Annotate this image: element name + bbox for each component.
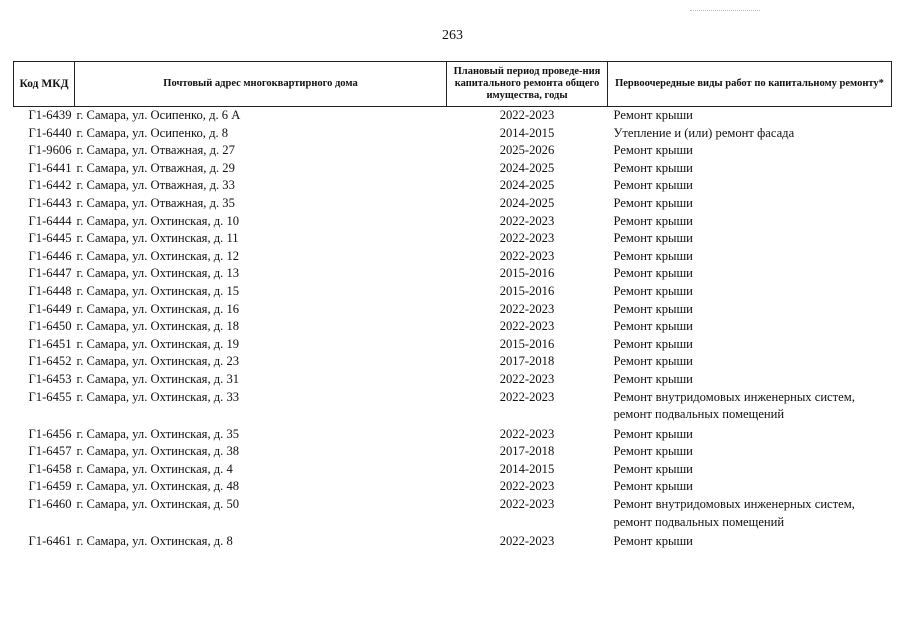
cell-period: 2024-2025 xyxy=(499,195,555,210)
table-row xyxy=(14,230,892,248)
cell-work: Ремонт внутридомовых инженерных систем, ремонт подвальных помещений xyxy=(613,389,855,422)
cell-code: Г1-6459 xyxy=(28,479,72,494)
table-row xyxy=(14,283,892,301)
cell-period: 2022-2023 xyxy=(499,479,555,494)
cell-code: Г1-9606 xyxy=(28,143,72,158)
cell-code: Г1-6444 xyxy=(28,213,72,228)
table-row xyxy=(14,496,892,533)
cell-work: Ремонт крыши xyxy=(613,336,693,351)
cell-work: Ремонт крыши xyxy=(613,444,693,459)
cell-code: Г1-6457 xyxy=(28,444,72,459)
cell-work: Ремонт крыши xyxy=(613,195,693,210)
cell-work: Ремонт крыши xyxy=(613,319,693,334)
cell-period: 2022-2023 xyxy=(499,371,555,386)
table-row xyxy=(14,125,892,143)
table-row xyxy=(14,443,892,461)
cell-address: г. Самара, ул. Охтинская, д. 23 xyxy=(76,354,240,369)
cell-work: Ремонт крыши xyxy=(613,178,693,193)
cell-work: Ремонт внутридомовых инженерных систем, ремонт подвальных помещений xyxy=(613,497,855,529)
cell-code: Г1-6458 xyxy=(28,461,72,476)
cell-period: 2022-2023 xyxy=(499,301,555,316)
header-period: Плановый период проведе-ния капитального ремонта общего имущества, годы xyxy=(447,62,608,107)
cell-work: Ремонт крыши xyxy=(613,461,693,476)
cell-period: 2022-2023 xyxy=(499,389,555,404)
table-row xyxy=(14,426,892,444)
cell-code: Г1-6443 xyxy=(28,195,72,210)
cell-address: г. Самара, ул. Осипенко, д. 8 xyxy=(76,125,229,140)
cell-work: Ремонт крыши xyxy=(613,371,693,386)
cell-period: 2014-2015 xyxy=(499,125,555,140)
table-row xyxy=(14,195,892,213)
cell-code: Г1-6445 xyxy=(28,231,72,246)
table-row xyxy=(14,177,892,195)
cell-address: г. Самара, ул. Охтинская, д. 33 xyxy=(76,389,240,404)
cell-period: 2025-2026 xyxy=(499,143,555,158)
cell-address: г. Самара, ул. Охтинская, д. 38 xyxy=(76,444,240,459)
cell-address: г. Самара, ул. Осипенко, д. 6 А xyxy=(76,108,241,122)
table-row xyxy=(14,107,892,125)
cell-code: Г1-6449 xyxy=(28,301,72,316)
cell-code: Г1-6461 xyxy=(28,534,72,549)
cell-work: Ремонт крыши xyxy=(613,231,693,246)
cell-period: 2015-2016 xyxy=(499,283,555,298)
table-header-row xyxy=(14,62,892,107)
cell-period: 2024-2025 xyxy=(499,160,555,175)
cell-work: Ремонт крыши xyxy=(613,534,693,549)
table-row xyxy=(14,265,892,283)
cell-work: Ремонт крыши xyxy=(613,266,693,281)
cell-code: Г1-6448 xyxy=(28,283,72,298)
cell-code: Г1-6460 xyxy=(28,497,72,512)
table-row xyxy=(14,478,892,496)
cell-address: г. Самара, ул. Отважная, д. 33 xyxy=(76,178,235,193)
table-row xyxy=(14,301,892,319)
cell-period: 2022-2023 xyxy=(499,426,555,441)
cell-period: 2022-2023 xyxy=(499,231,555,246)
cell-period: 2022-2023 xyxy=(499,319,555,334)
cell-period: 2022-2023 xyxy=(499,534,555,549)
cell-address: г. Самара, ул. Охтинская, д. 48 xyxy=(76,479,240,494)
cell-work: Ремонт крыши xyxy=(613,426,693,441)
table-row xyxy=(14,533,892,551)
cell-work: Ремонт крыши xyxy=(613,160,693,175)
cell-address: г. Самара, ул. Отважная, д. 29 xyxy=(76,160,235,175)
cell-address: г. Самара, ул. Отважная, д. 27 xyxy=(76,143,235,158)
cell-address: г. Самара, ул. Охтинская, д. 50 xyxy=(76,497,240,512)
scan-artifact xyxy=(690,10,760,12)
cell-period: 2022-2023 xyxy=(499,108,555,122)
table-row xyxy=(14,353,892,371)
cell-work: Ремонт крыши xyxy=(613,248,693,263)
cell-period: 2022-2023 xyxy=(499,213,555,228)
cell-address: г. Самара, ул. Отважная, д. 35 xyxy=(76,195,235,210)
cell-period: 2022-2023 xyxy=(499,497,555,512)
cell-address: г. Самара, ул. Охтинская, д. 31 xyxy=(76,371,240,386)
table-row xyxy=(14,248,892,266)
cell-work: Ремонт крыши xyxy=(613,283,693,298)
table-body xyxy=(14,107,892,551)
cell-work: Ремонт крыши xyxy=(613,479,693,494)
table-row xyxy=(14,336,892,354)
cell-code: Г1-6452 xyxy=(28,354,72,369)
page-number: 263 xyxy=(442,28,463,43)
cell-period: 2015-2016 xyxy=(499,266,555,281)
cell-work: Ремонт крыши xyxy=(613,301,693,316)
cell-address: г. Самара, ул. Охтинская, д. 19 xyxy=(76,336,240,351)
header-address: Почтовый адрес многоквартирного дома xyxy=(75,62,447,107)
table-row xyxy=(14,142,892,160)
cell-code: Г1-6447 xyxy=(28,266,72,281)
cell-address: г. Самара, ул. Охтинская, д. 8 xyxy=(76,534,233,549)
cell-code: Г1-6440 xyxy=(28,125,72,140)
table-row xyxy=(14,213,892,231)
cell-period: 2024-2025 xyxy=(499,178,555,193)
cell-address: г. Самара, ул. Охтинская, д. 12 xyxy=(76,248,240,263)
cell-work: Ремонт крыши xyxy=(613,354,693,369)
cell-period: 2017-2018 xyxy=(499,354,555,369)
header-work: Первоочередные виды работ по капитальному ремонту* xyxy=(608,62,892,107)
cell-period: 2014-2015 xyxy=(499,461,555,476)
table-row xyxy=(14,461,892,479)
cell-period: 2022-2023 xyxy=(499,248,555,263)
cell-work: Ремонт крыши xyxy=(613,143,693,158)
header-code: Код МКД xyxy=(14,62,75,107)
cell-code: Г1-6446 xyxy=(28,248,72,263)
cell-address: г. Самара, ул. Охтинская, д. 4 xyxy=(76,461,233,476)
repair-schedule-table xyxy=(13,61,892,551)
cell-address: г. Самара, ул. Охтинская, д. 15 xyxy=(76,283,240,298)
cell-code: Г1-6453 xyxy=(28,371,72,386)
cell-address: г. Самара, ул. Охтинская, д. 16 xyxy=(76,301,240,316)
cell-code: Г1-6455 xyxy=(28,389,72,404)
cell-work: Ремонт крыши xyxy=(613,213,693,228)
table-row xyxy=(14,318,892,336)
cell-code: Г1-6439 xyxy=(28,108,72,122)
cell-work: Утепление и (или) ремонт фасада xyxy=(613,125,795,140)
cell-code: Г1-6441 xyxy=(28,160,72,175)
cell-work: Ремонт крыши xyxy=(613,108,693,122)
cell-code: Г1-6442 xyxy=(28,178,72,193)
cell-period: 2017-2018 xyxy=(499,444,555,459)
cell-code: Г1-6451 xyxy=(28,336,72,351)
cell-code: Г1-6450 xyxy=(28,319,72,334)
table-row xyxy=(14,371,892,389)
cell-code: Г1-6456 xyxy=(28,426,72,441)
cell-address: г. Самара, ул. Охтинская, д. 10 xyxy=(76,213,240,228)
table-row xyxy=(14,160,892,178)
cell-address: г. Самара, ул. Охтинская, д. 13 xyxy=(76,266,240,281)
cell-address: г. Самара, ул. Охтинская, д. 18 xyxy=(76,319,240,334)
cell-address: г. Самара, ул. Охтинская, д. 35 xyxy=(76,426,240,441)
cell-period: 2015-2016 xyxy=(499,336,555,351)
cell-address: г. Самара, ул. Охтинская, д. 11 xyxy=(76,231,239,246)
table-row xyxy=(14,389,892,426)
